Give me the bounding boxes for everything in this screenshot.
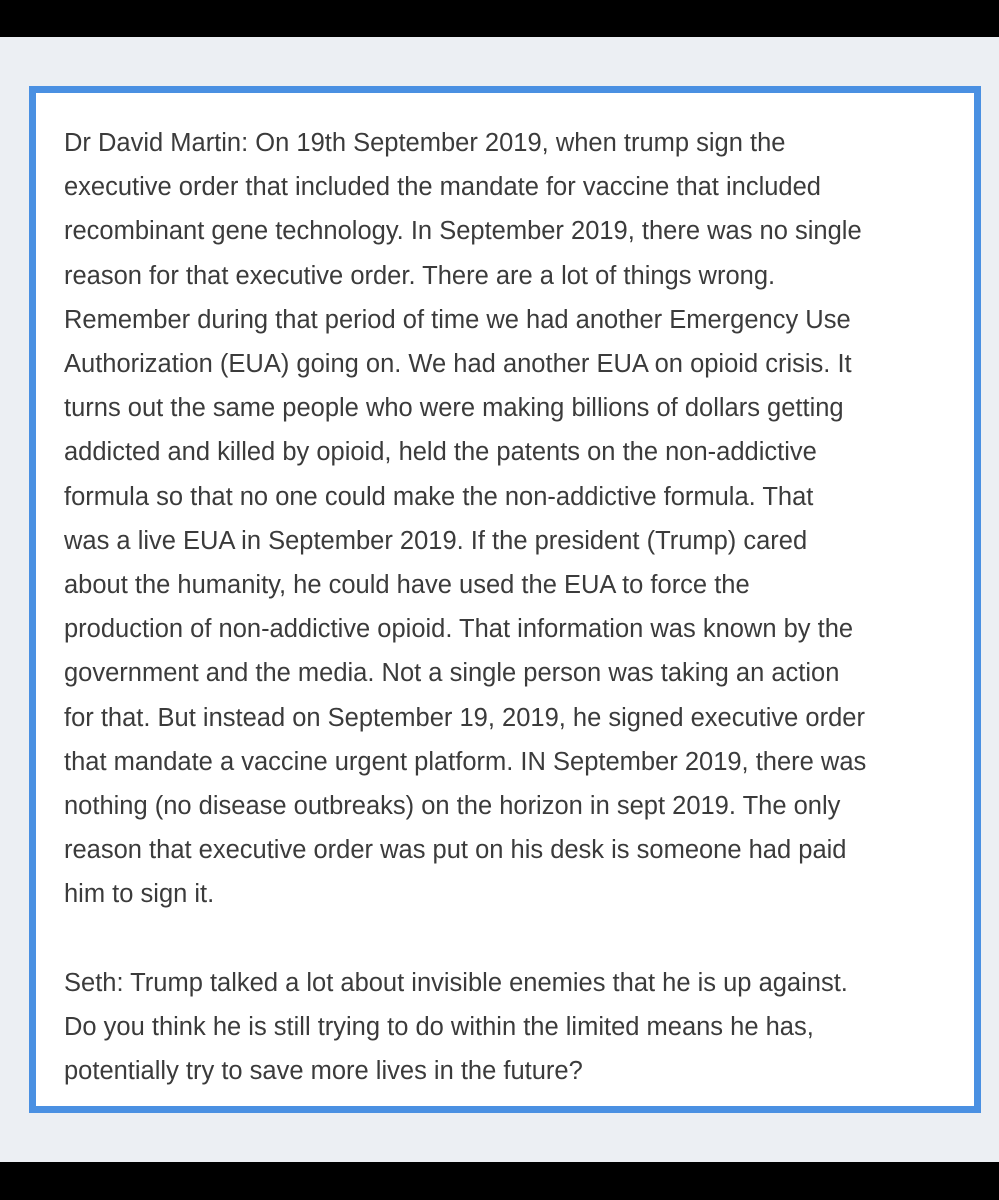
paragraph-1-line-9: formula so that no one could make the non-addictive formula. That (64, 482, 814, 511)
paragraph-1-line-15: that mandate a vaccine urgent platform. IN September 2019, there was (64, 747, 867, 776)
paragraph-1-line-5: Remember during that period of time we had another Emergency Use (64, 305, 851, 334)
top-letterbox-bar (0, 0, 999, 37)
paragraph-1-line-3: recombinant gene technology. In September 2019, there was no single (64, 217, 862, 246)
paragraph-1-line-11: about the humanity, he could have used the EUA to force the (64, 571, 750, 600)
bottom-letterbox-bar (0, 1162, 999, 1200)
quote-box (29, 86, 981, 1113)
paragraph-1-line-12: production of non-addictive opioid. That information was known by the (64, 615, 854, 644)
paragraph-1-line-18: him to sign it. (64, 880, 215, 909)
paragraph-1-line-7: turns out the same people who were making billions of dollars getting (64, 394, 844, 423)
paragraph-1-line-1: Dr David Martin: On 19th September 2019, when trump sign the (64, 129, 786, 157)
paragraph-spacer (64, 917, 964, 961)
paragraph-2-line-2: Do you think he is still trying to do within the limited means he has, (64, 1012, 814, 1041)
paragraph-2-line-3: potentially try to save more lives in the future? (64, 1057, 583, 1086)
transcript-text (64, 121, 964, 1093)
paragraph-1-line-10: was a live EUA in September 2019. If the president (Trump) cared (64, 526, 808, 555)
paragraph-1-line-17: reason that executive order was put on his desk is someone had paid (64, 836, 847, 865)
paragraph-1-line-2: executive order that included the mandate for vaccine that included (64, 173, 821, 202)
paragraph-1-line-16: nothing (no disease outbreaks) on the horizon in sept 2019. The only (64, 792, 841, 821)
paragraph-1-line-4: reason for that executive order. There are a lot of things wrong. (64, 261, 776, 290)
paragraph-1-line-8: addicted and killed by opioid, held the patents on the non-addictive (64, 438, 817, 467)
paragraph-2-line-1: Seth: Trump talked a lot about invisible enemies that he is up against. (64, 968, 848, 997)
paragraph-1-line-14: for that. But instead on September 19, 2019, he signed executive order (64, 703, 865, 732)
paragraph-1-line-13: government and the media. Not a single person was taking an action (64, 659, 840, 688)
paragraph-1-line-6: Authorization (EUA) going on. We had another EUA on opioid crisis. It (64, 350, 852, 379)
